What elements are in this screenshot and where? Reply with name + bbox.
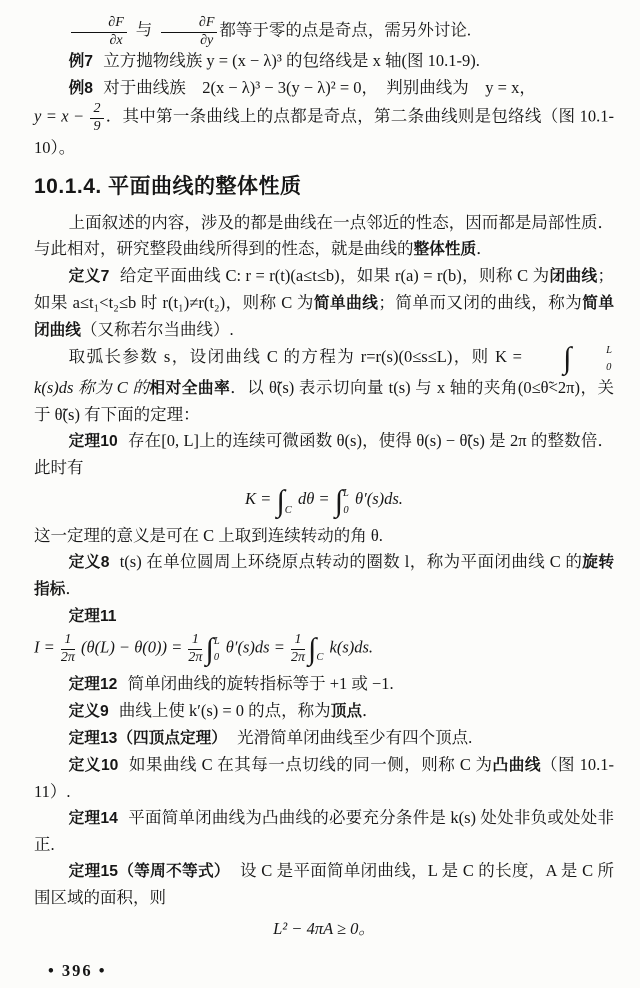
text-run: ；如果 a≤t₁<t₂≤b 时 r(t₁)≠r(t₂)，则称 C 为 bbox=[34, 265, 614, 312]
text-run: 曲线上使 k′(s) = 0 的点，称为 bbox=[118, 700, 331, 720]
integral-upper-bound: L bbox=[343, 488, 349, 500]
paragraph-remark bbox=[34, 523, 614, 549]
definition-7-label: 定义7 bbox=[68, 267, 110, 285]
definition-8-label: 定义8 bbox=[68, 554, 110, 572]
key-term-convex-curve: 凸曲线 bbox=[492, 756, 542, 774]
fraction-numerator: ∂F bbox=[161, 16, 217, 33]
theorem-14-label: 定理14 bbox=[68, 809, 118, 827]
key-term-relative-total-curvature: 相对全曲率 bbox=[149, 380, 231, 398]
example-7-label: 例7 bbox=[68, 53, 94, 71]
integral-glyph: ∫ bbox=[308, 631, 317, 666]
text-run: ；简单而又闭的曲线，称为 bbox=[378, 292, 583, 312]
definition-10-label: 定义10 bbox=[68, 756, 119, 774]
text-run: 平面简单闭曲线为凸曲线的必要充分条件是 k(s) 处处非负或处处非正. bbox=[34, 807, 614, 854]
fraction-numerator: 1 bbox=[61, 633, 75, 650]
text-run: y = x − bbox=[34, 106, 89, 126]
example-8-label: 例8 bbox=[68, 80, 94, 98]
formula-mid: dθ = bbox=[293, 489, 334, 509]
key-term-global-property: 整体性质 bbox=[413, 240, 477, 258]
paragraph-total-curvature bbox=[34, 341, 614, 429]
integral-lower-bound: 0 bbox=[213, 652, 220, 664]
integral-bounds bbox=[572, 345, 612, 375]
theorem-11-label: 定理11 bbox=[68, 608, 117, 626]
paragraph-definition-7 bbox=[34, 263, 614, 344]
text-run: ． bbox=[65, 579, 82, 599]
fraction-denominator: ∂x bbox=[109, 32, 123, 48]
paragraph-example-7 bbox=[34, 48, 614, 75]
fraction-numerator: 1 bbox=[188, 633, 202, 650]
paragraph-definition-8 bbox=[34, 549, 614, 603]
integral-bounds bbox=[343, 488, 349, 518]
partial-derivative-dF-dx bbox=[71, 16, 127, 48]
paragraph-theorem-11 bbox=[34, 603, 614, 630]
text-run: k(s)ds 称为 C 的 bbox=[34, 378, 150, 398]
fraction-one-over-2pi bbox=[291, 633, 305, 665]
integral-glyph: ∫ bbox=[334, 484, 344, 519]
integral-upper-bound: L bbox=[606, 345, 612, 357]
fraction-denominator: 2π bbox=[188, 649, 203, 665]
integral-lower-bound: 0 bbox=[343, 504, 349, 516]
text-run: 上面叙述的内容，涉及的都是曲线在一点邻近的性态，因而都是局部性质．与此相对，研究整段曲线所得到的性态，就是曲线的 bbox=[34, 212, 614, 258]
text-run: ． bbox=[476, 238, 493, 258]
text-run: 与 bbox=[135, 20, 153, 40]
formula-part: (θ(L) − θ(0)) = bbox=[76, 637, 187, 657]
fraction-denominator: ∂y bbox=[200, 32, 214, 48]
integral-glyph: ∫ bbox=[205, 631, 214, 666]
integral-sign bbox=[529, 341, 612, 376]
integral-lower-bound: C bbox=[316, 652, 324, 664]
partial-derivative-dF-dy bbox=[161, 16, 217, 48]
fraction-two-ninths bbox=[90, 102, 103, 134]
fraction-denominator: 2π bbox=[60, 649, 75, 665]
paragraph-example-8-continuation bbox=[34, 102, 614, 160]
paragraph-overview bbox=[34, 210, 614, 263]
text-run: 存在[0, L]上的连续可微函数 θ(s)，使得 θ(s) − θ̃(s) 是 2π 的整数倍．此时有 bbox=[34, 431, 614, 478]
section-heading: 10.1.4. 平面曲线的整体性质 bbox=[34, 174, 302, 198]
text-run: （又称若尔当曲线）. bbox=[80, 319, 234, 339]
formula-lhs: K = bbox=[245, 489, 276, 509]
theorem-15-label: 定理15（等周不等式） bbox=[68, 862, 230, 880]
integral-lower-bound: 0 bbox=[606, 361, 612, 373]
theorem-12-label: 定理12 bbox=[68, 675, 118, 693]
formula-part: I = bbox=[34, 637, 59, 657]
text-run: 光滑简单闭曲线至少有四个顶点. bbox=[237, 727, 473, 747]
fraction-denominator: 9 bbox=[93, 119, 101, 135]
formula-rhs: θ′(s)ds. bbox=[350, 489, 403, 509]
integral-bounds bbox=[285, 488, 292, 518]
formula-part: k(s)ds. bbox=[325, 637, 374, 657]
text-run: 设 C 是平面简单闭曲线，L 是 C 的长度，A 是 C 所围区域的面积，则 bbox=[34, 860, 614, 907]
text-run: ．其中第一条曲线上的点都是奇点，第二条曲线则是包络线（图 10.1-10）。 bbox=[34, 106, 614, 157]
text-run: 简单闭曲线的旋转指标等于 +1 或 −1. bbox=[127, 673, 394, 693]
integral-sign bbox=[334, 484, 349, 519]
key-term-simple-closed-curve: 简单闭曲线 bbox=[34, 294, 615, 339]
display-formula-isoperimetric: L² − 4πA ≥ 0。 bbox=[273, 918, 375, 938]
paragraph-example-8 bbox=[34, 75, 614, 102]
paragraph-definition-9 bbox=[34, 698, 614, 725]
paragraph-theorem-13 bbox=[34, 725, 614, 752]
integral-lower-bound: C bbox=[284, 504, 292, 516]
fraction-numerator: ∂F bbox=[71, 16, 127, 33]
fraction-numerator: 2 bbox=[90, 102, 103, 119]
paragraph-theorem-12 bbox=[34, 671, 614, 698]
integral-sign bbox=[205, 631, 220, 666]
formula-part: θ′(s)ds = bbox=[221, 637, 289, 657]
paragraph-theorem-10 bbox=[34, 428, 614, 481]
theorem-13-label: 定理13（四顶点定理） bbox=[68, 729, 227, 747]
paragraph-theorem-15 bbox=[34, 858, 614, 911]
theorem-10-label: 定理10 bbox=[68, 433, 118, 451]
integral-upper-bound: L bbox=[213, 635, 220, 647]
page-number: • 396 • bbox=[48, 960, 107, 980]
definition-9-label: 定义9 bbox=[68, 702, 109, 720]
text-run: 取弧长参数 s，设闭曲线 C 的方程为 r=r(s)(0≤s≤L)，则 K = bbox=[68, 346, 528, 366]
integral-bounds bbox=[214, 636, 220, 666]
text-run: 都等于零的点是奇点，需另外讨论. bbox=[219, 20, 472, 40]
text-run: 如果曲线 C 在其每一点切线的同一侧，则称 C 为 bbox=[128, 754, 493, 774]
text-run: ．以 θ̃(s) 表示切向量 t(s) 与 x 轴的夹角(0≤θ̃<2π)，关于 θ̃(s) 有下面的定理： bbox=[34, 378, 614, 425]
key-term-vertex: 顶点 bbox=[330, 702, 362, 720]
fraction-numerator: 1 bbox=[291, 633, 305, 650]
fraction-one-over-2pi bbox=[188, 633, 202, 665]
fraction-denominator: 2π bbox=[290, 649, 305, 665]
text-run: （图 10.1-11）. bbox=[34, 754, 615, 801]
text-run: 给定平面曲线 C: r = r(t)(a≤t≤b)，如果 r(a) = r(b)，则称 C 为 bbox=[119, 265, 550, 285]
text-run: 这一定理的意义是可在 C 上取到连续转动的角 θ. bbox=[34, 526, 383, 546]
paragraph-definition-10 bbox=[34, 752, 614, 805]
integral-glyph: ∫ bbox=[563, 341, 572, 376]
key-term-closed-curve: 闭曲线 bbox=[549, 267, 598, 285]
key-term-rotation-index: 旋转指标 bbox=[34, 554, 614, 599]
integral-bounds bbox=[316, 636, 323, 666]
paragraph-singular-points bbox=[34, 16, 614, 48]
fraction-one-over-2pi bbox=[61, 633, 75, 665]
integral-glyph: ∫ bbox=[276, 484, 285, 519]
integral-sign bbox=[276, 484, 292, 519]
text-run: t(s) 在单位圆周上环绕原点转动的圈数 l，称为平面闭曲线 C 的 bbox=[119, 552, 583, 572]
paragraph-theorem-14 bbox=[34, 805, 614, 858]
display-formula-total-curvature bbox=[34, 486, 614, 518]
display-formula-rotation-index bbox=[34, 633, 614, 666]
integral-sign bbox=[308, 631, 324, 666]
text-run: ． bbox=[362, 700, 379, 720]
text-run: 对于曲线族 2(x − λ)³ − 3(y − λ)² = 0， 判别曲线为 y = x， bbox=[103, 78, 536, 98]
key-term-simple-curve: 简单曲线 bbox=[313, 294, 379, 312]
text-run: 立方抛物线族 y = (x − λ)³ 的包络线是 x 轴(图 10.1-9). bbox=[103, 51, 480, 71]
